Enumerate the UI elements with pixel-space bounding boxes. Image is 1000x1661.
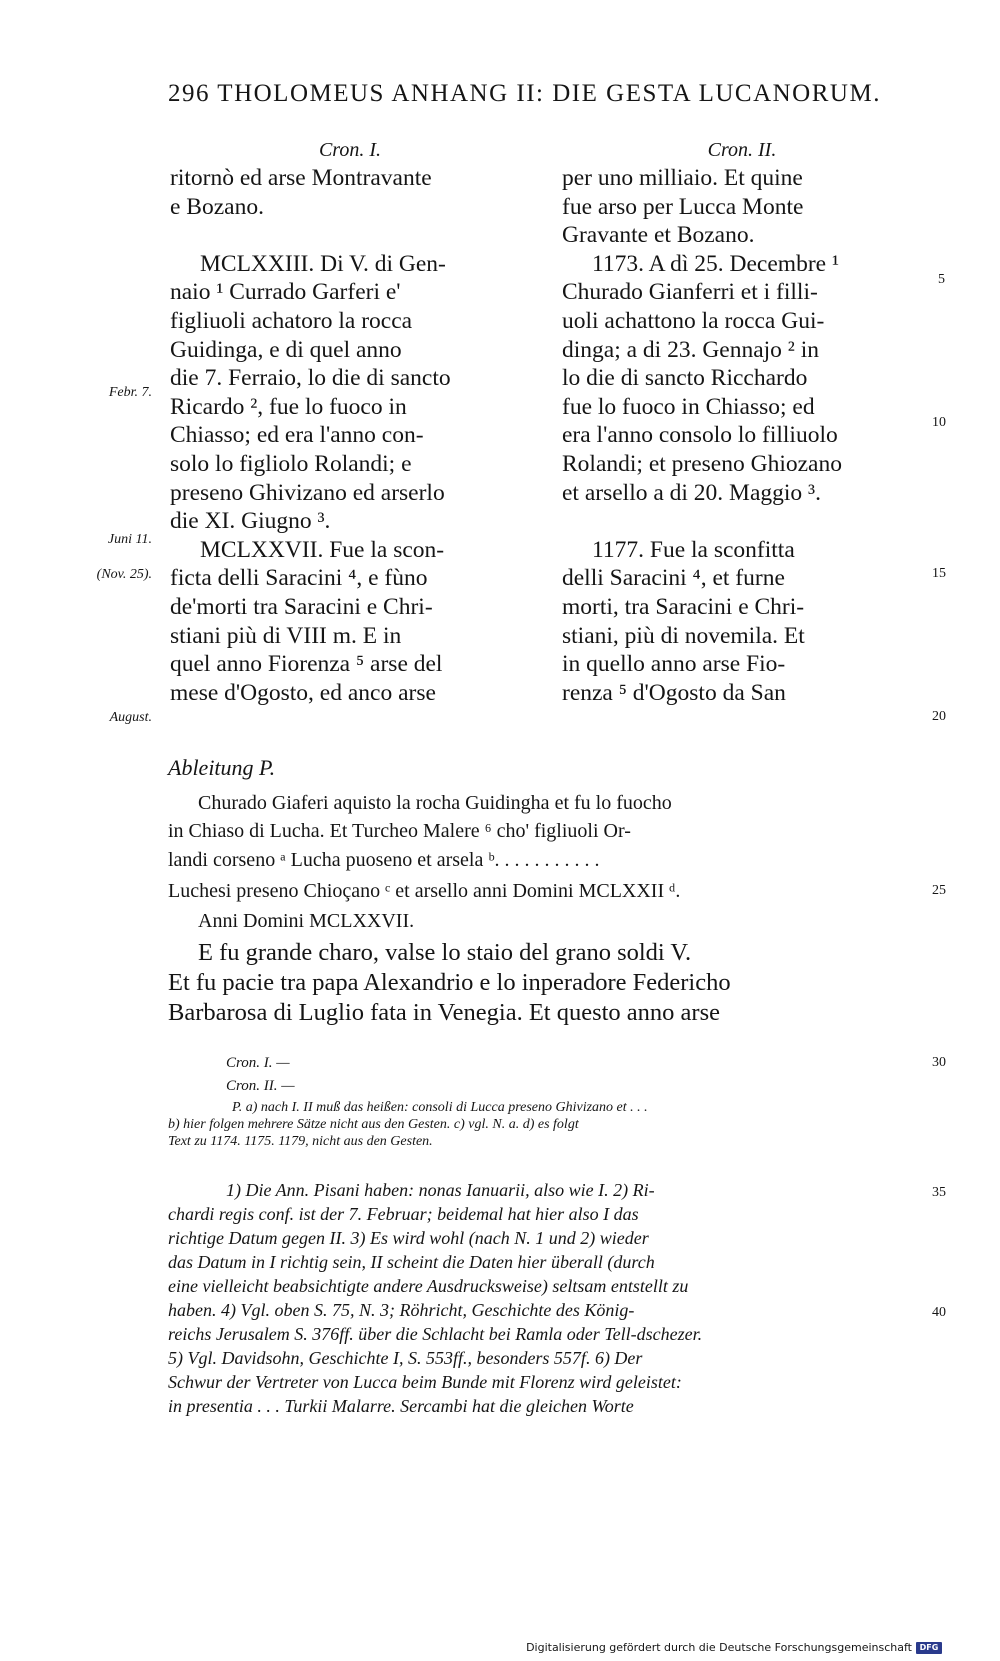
chronicle-2-line: Gravante et Bozano.: [562, 222, 755, 249]
line-number: 35: [932, 1185, 946, 1200]
line-number: 25: [932, 883, 946, 898]
derivation-line: landi corseno ᵃ Lucha puoseno et arsela ᵇ. . . . . . . . . . .: [168, 849, 600, 871]
chronicle-2-line: delli Saracini ⁴, et furne: [562, 565, 785, 592]
chronicle-2-line: Churado Gianferri et i filli-: [562, 279, 818, 306]
line-number: 30: [932, 1055, 946, 1070]
derivation-big-line: Et fu pacie tra papa Alexandrio e lo inperadore Federicho: [168, 969, 731, 996]
line-number: 40: [932, 1305, 946, 1320]
derivation-line: Anni Domini MCLXXVII.: [198, 910, 415, 932]
derivation-line: Luchesi preseno Chioçano ᶜ et arsello anni Domini MCLXXII ᵈ.: [168, 880, 681, 902]
chronicle-1-line: naio ¹ Currado Garferi e': [170, 279, 401, 306]
footnote-line: in presentia . . . Turkii Malarre. Sercambi hat die gleichen Worte: [168, 1396, 634, 1416]
chronicle-1-line: Chiasso; ed era l'anno con-: [170, 422, 424, 449]
chronicle-2-line: uoli achattono la rocca Gui-: [562, 307, 825, 334]
dfg-logo-icon: DFG: [916, 1642, 942, 1654]
footnote-line: chardi regis conf. ist der 7. Februar; beidemal hat hier also I das: [168, 1204, 639, 1224]
derivation-line: in Chiaso di Lucha. Et Turcheo Malere ⁶ cho' figliuoli Or-: [168, 820, 631, 842]
apparatus-cron-line: Cron. I. —: [226, 1055, 290, 1071]
margin-date: (Nov. 25).: [96, 567, 152, 582]
footnote-line: haben. 4) Vgl. oben S. 75, N. 3; Röhricht, Geschichte des König-: [168, 1300, 635, 1320]
chronicle-1-line: mese d'Ogosto, ed anco arse: [170, 679, 436, 706]
chronicle-2-line: lo die di sancto Ricchardo: [562, 365, 808, 392]
footnote-line: reichs Jerusalem S. 376ff. über die Schlacht bei Ramla oder Tell-dschezer.: [168, 1324, 703, 1344]
chronicle-2-line: renza ⁵ d'Ogosto da San: [562, 679, 786, 706]
page-header: 296 THOLOMEUS ANHANG II: DIE GESTA LUCANORUM.: [168, 80, 881, 107]
chronicle-2-line: in quello anno arse Fio-: [562, 651, 786, 678]
chronicle-2-heading: Cron. II.: [707, 139, 777, 161]
line-number: 15: [932, 566, 946, 581]
chronicle-1-line: preseno Ghivizano ed arserlo: [170, 479, 445, 506]
chronicle-1-line: MCLXXIII. Di V. di Gen-: [200, 250, 446, 277]
credit-text: Digitalisierung gefördert durch die Deutsche Forschungsgemeinschaft: [526, 1641, 912, 1654]
chronicle-2-line: 1173. A dì 25. Decembre ¹: [592, 250, 840, 277]
chronicle-2-line: per uno milliaio. Et quine: [562, 165, 803, 191]
digitization-credit: [526, 1641, 942, 1654]
apparatus-variant-line: b) hier folgen mehrere Sätze nicht aus den Gesten. c) vgl. N. a. d) es folgt: [168, 1117, 579, 1132]
apparatus-variant-line: Text zu 1174. 1175. 1179, nicht aus den Gesten.: [168, 1134, 433, 1149]
chronicle-1-line: Ricardo ², fue lo fuoco in: [170, 393, 407, 420]
chronicle-1-column: [170, 136, 530, 707]
chronicle-1-line: die XI. Giugno ³.: [170, 508, 331, 535]
chronicle-1-line: die 7. Ferraio, lo die di sancto: [170, 365, 451, 392]
footnote-line: 5) Vgl. Davidsohn, Geschichte I, S. 553ff., besonders 557f. 6) Der: [168, 1348, 643, 1368]
margin-date: Juni 11.: [107, 532, 152, 547]
apparatus-variant-line: P. a) nach I. II muß das heißen: consoli di Lucca preseno Ghivizano et . . .: [232, 1100, 648, 1115]
footnote-line: 1) Die Ann. Pisani haben: nonas Ianuarii, also wie I. 2) Ri-: [226, 1180, 655, 1200]
chronicle-1-line: MCLXXVII. Fue la scon-: [200, 536, 445, 563]
chronicle-2-line: fue arso per Lucca Monte: [562, 193, 804, 220]
chronicle-1-line: de'morti tra Saracini e Chri-: [170, 593, 433, 620]
chronicle-2-line: [562, 507, 922, 536]
footnote-line: eine vielleicht beabsichtigte andere Ausdrucksweise) seltsam entstellt zu: [168, 1276, 689, 1296]
chronicle-2-line: Rolandi; et preseno Ghiozano: [562, 450, 842, 477]
derivation-big-line: E fu grande charo, valse lo staio del grano soldi V.: [198, 939, 692, 966]
chronicle-1-heading: Cron. I.: [318, 139, 382, 161]
chronicle-1-line: [170, 221, 530, 250]
chronicle-1-line: figliuoli achatoro la rocca: [170, 307, 413, 334]
line-number: 10: [932, 415, 946, 430]
chronicle-2-line: era l'anno consolo lo filliuolo: [562, 422, 838, 449]
chronicle-2-line: stiani, più di novemila. Et: [562, 622, 805, 649]
line-number: 20: [932, 709, 946, 724]
chronicle-1-line: solo lo figliolo Rolandi; e: [170, 450, 412, 477]
chronicle-1-line: ficta delli Saracini ⁴, e fùno: [170, 565, 428, 592]
chronicle-2-column: [562, 136, 922, 707]
derivation-big-line: Barbarosa di Luglio fata in Venegia. Et questo anno arse: [168, 999, 720, 1026]
apparatus-cron-line: Cron. II. —: [226, 1078, 295, 1094]
chronicle-1-line: ritornò ed arse Montravante: [170, 165, 432, 191]
footnote-line: das Datum in I richtig sein, II scheint die Daten hier überall (durch: [168, 1252, 655, 1272]
footnote-line: richtige Datum gegen II. 3) Es wird wohl (nach N. 1 und 2) wieder: [168, 1228, 649, 1248]
chronicle-2-line: 1177. Fue la sconfitta: [592, 536, 795, 563]
margin-date: August.: [109, 710, 152, 725]
derivation-line: Churado Giaferi aquisto la rocha Guidingha et fu lo fuocho: [198, 792, 672, 814]
line-number: 5: [938, 272, 945, 287]
chronicle-1-line: quel anno Fiorenza ⁵ arse del: [170, 651, 443, 678]
chronicle-1-line: stiani più di VIII m. E in: [170, 622, 402, 649]
chronicle-2-line: fue lo fuoco in Chiasso; ed: [562, 393, 815, 420]
chronicle-2-line: morti, tra Saracini e Chri-: [562, 593, 805, 620]
chronicle-1-line: Guidinga, e di quel anno: [170, 336, 402, 363]
footnote-line: Schwur der Vertreter von Lucca beim Bunde mit Florenz wird geleistet:: [168, 1372, 682, 1392]
chronicle-1-line: e Bozano.: [170, 193, 264, 220]
chronicle-2-line: et arsello a di 20. Maggio ³.: [562, 479, 821, 506]
derivation-title: Ableitung P.: [168, 755, 276, 780]
margin-date: Febr. 7.: [108, 385, 152, 400]
chronicle-2-line: dinga; a di 23. Gennajo ² in: [562, 336, 820, 363]
